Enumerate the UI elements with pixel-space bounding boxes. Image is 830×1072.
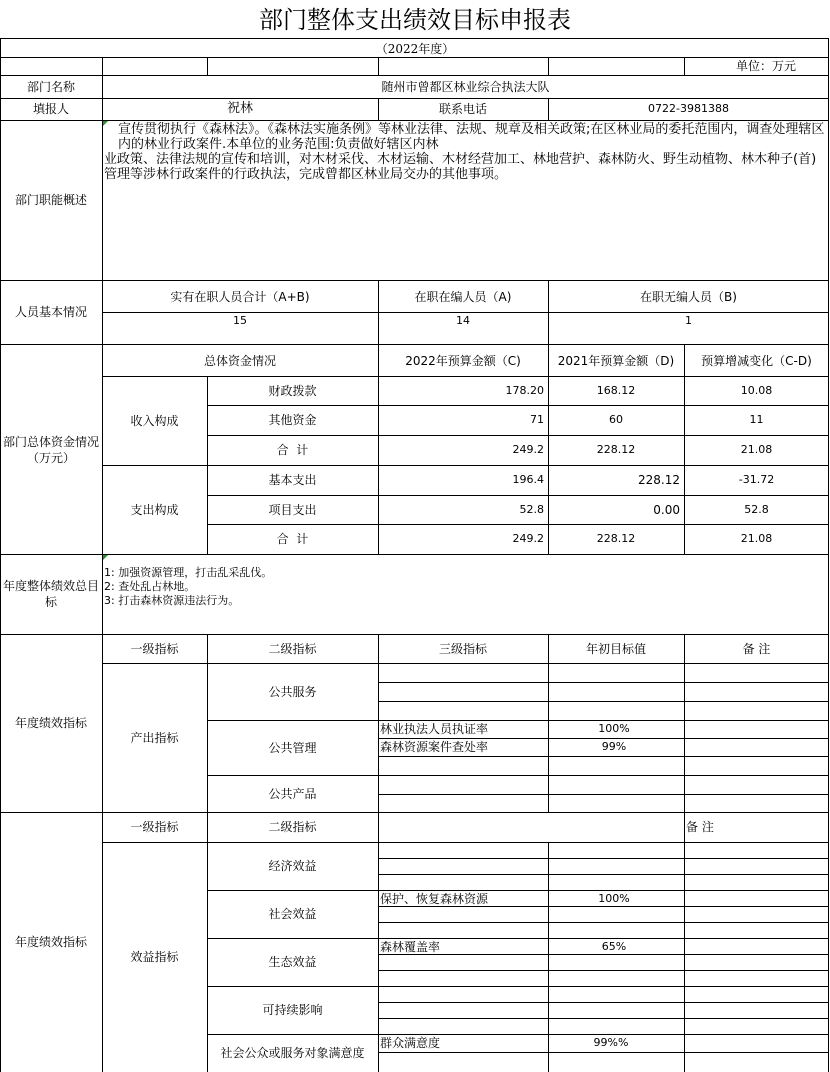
filler-label: 填报人 [32, 102, 69, 116]
dept-name-label: 部门名称 [26, 80, 75, 94]
funds-change-header: 预算增减变化（C-D) [701, 353, 812, 368]
goal-item: 2: 查处乱占林地。 [104, 580, 196, 593]
expense-change: 52.8 [744, 502, 769, 516]
income-total-2021: 228.12 [596, 443, 636, 456]
staff-b-value: 1 [685, 314, 692, 327]
income-2022: 71 [530, 413, 544, 426]
income-total-change: 21.08 [740, 443, 773, 456]
perf-output-label: 年度绩效指标 [14, 716, 87, 730]
indicator-name: 森林资源案件查处率 [380, 740, 489, 754]
funds-overview-header: 总体资金情况 [203, 353, 276, 368]
expense-name: 项目支出 [268, 502, 317, 517]
income-total-2022: 249.2 [512, 443, 544, 456]
income-change: 11 [749, 413, 764, 426]
funds-label-text: 部门总体资金情况（万元） [2, 434, 99, 465]
staff-a-value: 14 [456, 314, 470, 327]
function-label: 部门职能概述 [14, 193, 87, 207]
expense-change: -31.72 [738, 473, 775, 486]
page-title: 部门整体支出绩效目标申报表 [259, 6, 571, 34]
funds-2022-header: 2022年预算金额（C) [405, 353, 521, 368]
expense-2021: 0.00 [653, 502, 680, 517]
indicator-target: 99% [601, 740, 627, 753]
expense-2022: 52.8 [519, 502, 544, 516]
satisfaction-label: 社会公众或服务对象满意度 [220, 1046, 365, 1060]
goals-list [104, 566, 824, 626]
goal-item: 3: 打击森林资源违法行为。 [104, 594, 240, 607]
perf2-h-level1: 一级指标 [130, 820, 179, 834]
comment-marker [103, 555, 108, 560]
expense-2021: 228.12 [638, 473, 680, 487]
perf-benefit-label: 年度绩效指标 [14, 935, 87, 949]
indicator-name: 林业执法人员执证率 [380, 722, 489, 736]
staff-label: 人员基本情况 [14, 305, 87, 319]
perf2-h-level2: 二级指标 [268, 820, 317, 834]
output-indicator-label: 产出指标 [130, 730, 179, 745]
indicator-name: 保护、恢复森林资源 [380, 892, 489, 906]
perf1-h-remark: 备 注 [742, 641, 771, 656]
income-2022: 178.20 [505, 383, 544, 397]
income-2021: 60 [609, 413, 623, 426]
indicator-target: 99%% [593, 1036, 629, 1049]
indicator-target: 100% [598, 722, 630, 735]
perf2-h-remark: 备 注 [686, 820, 714, 834]
function-line-2: 业政策、法律法规的宣传和培训，对木材采伐、木材运输、木材经营加工、林地营护、森林防火、野生动植物、林木种子(首)管理等涉林行政案件的行政执法，完成曾都区林业局交办的其他事项。 [104, 152, 817, 182]
indicator-name: 森林覆盖率 [380, 940, 441, 954]
goal-item: 1: 加强资源管理，打击乱采乱伐。 [104, 566, 273, 579]
income-total-name: 合 计 [276, 443, 309, 457]
social-benefit-label: 社会效益 [268, 907, 317, 921]
expense-total-change: 21.08 [740, 532, 773, 545]
income-name: 其他资金 [268, 413, 317, 427]
function-text [104, 122, 828, 278]
staff-a-header: 在职在编人员（A) [414, 290, 512, 304]
funds-label [0, 345, 102, 554]
public-mgmt-label: 公共管理 [268, 740, 317, 755]
expense-label: 支出构成 [130, 502, 179, 517]
expense-total-name: 合 计 [276, 532, 309, 546]
income-label: 收入构成 [130, 413, 179, 428]
public-service-label: 公共服务 [268, 684, 317, 699]
filler-name: 祝林 [226, 101, 253, 116]
expense-total-2021: 228.12 [596, 532, 636, 545]
indicator-target: 100% [598, 892, 630, 905]
phone-value: 0722-3981388 [648, 102, 729, 115]
staff-total-value: 15 [233, 314, 247, 327]
expense-name: 基本支出 [268, 473, 317, 487]
income-name: 财政拨款 [268, 383, 317, 398]
phone-label: 联系电话 [438, 102, 487, 116]
perf1-h-target: 年初目标值 [585, 641, 646, 656]
indicator-name: 群众满意度 [380, 1036, 441, 1050]
benefit-indicator-label: 效益指标 [130, 950, 179, 964]
dept-name-value: 随州市曾都区林业综合执法大队 [381, 80, 550, 94]
staff-b-header: 在职无编人员（B) [640, 290, 737, 304]
function-line-1: 宣传贯彻执行《森林法》。《森林法实施条例》等林业法律、法规、规章及相关政策;在区林业局的委托范围内，调查处理辖区内的林业行政案件.本单位的业务范围:负责做好辖区内林 [118, 122, 825, 152]
sustainable-impact-label: 可持续影响 [262, 1003, 323, 1017]
income-2021: 168.12 [596, 383, 636, 397]
perf1-h-level3: 三级指标 [438, 641, 487, 656]
indicator-target: 65% [601, 940, 627, 953]
goals-label-text: 年度整体绩效总目标 [2, 579, 99, 609]
goals-label [0, 554, 102, 634]
expense-total-2022: 249.2 [512, 532, 544, 545]
perf1-h-level2: 二级指标 [268, 641, 317, 656]
income-change: 10.08 [740, 383, 773, 397]
perf1-h-level1: 一级指标 [130, 641, 179, 656]
economic-benefit-label: 经济效益 [268, 859, 317, 873]
expense-2022: 196.4 [512, 473, 544, 486]
ecological-benefit-label: 生态效益 [268, 955, 317, 969]
staff-total-header: 实有在职人员合计（A+B) [170, 290, 310, 304]
public-product-label: 公共产品 [268, 786, 317, 801]
unit-label: 单位：万元 [735, 59, 796, 73]
fiscal-year: （2022年度） [375, 41, 455, 56]
funds-2021-header: 2021年预算金额（D) [557, 353, 675, 368]
